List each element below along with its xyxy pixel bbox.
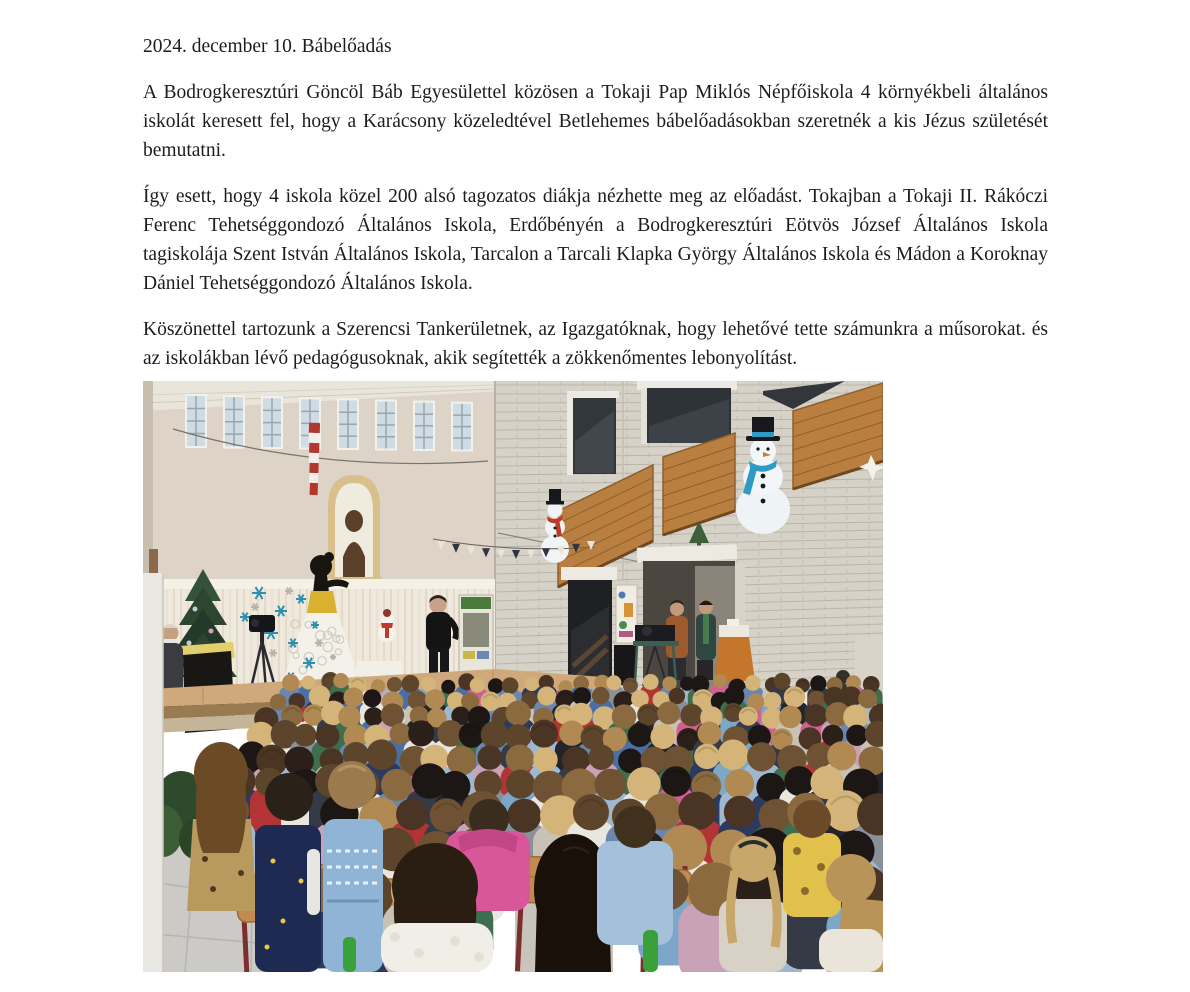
paragraph-3: Köszönettel tartozunk a Szerencsi Tankerületnek, az Igazgatóknak, hogy lehetővé tette számunkra a műsorokat. és az iskolákban lévő pedagógusoknak, akik segítették a zökkenőmentes lebonyolítást. (143, 319, 1048, 369)
date-heading-text: 2024. december 10. Bábelőadás (143, 36, 392, 57)
artwork-poster (616, 585, 637, 643)
paragraph-1: A Bodrogkeresztúri Göncöl Báb Egyesülettel közösen a Tokaji Pap Miklós Népfőiskola 4 környékbeli általános iskolát keresett fel, hogy a Karácsony közeledtével Betlehemes bábelőadásokban szeretnék a kis Jézus születését bemutatni. (143, 82, 1048, 161)
green-bottle (643, 930, 658, 972)
paragraph-2: Így esett, hogy 4 iskola közel 200 alsó tagozatos diákja nézhette meg az előadást. Tokajban a Tokaji II. Rákóczi Ferenc Tehetséggondozó Általános Iskola, Erdőbényén a Bodrogkeresztúri Eötvös József Általános Iskola tagiskolája Szent István Általános Iskola, Tarcalon a Tarcali Klapka György Általános Iskola és Mádon a Koroknay Dániel Tehetséggondozó Általános Iskola. (143, 186, 1048, 294)
white-pillar (143, 573, 163, 972)
doorway-table (719, 625, 749, 637)
date-heading (143, 32, 1048, 61)
green-bottle-left (343, 937, 356, 972)
article-text (143, 32, 1048, 390)
child-leopard-top (187, 742, 257, 911)
event-photo (143, 381, 883, 972)
rollup-banner (459, 595, 493, 675)
